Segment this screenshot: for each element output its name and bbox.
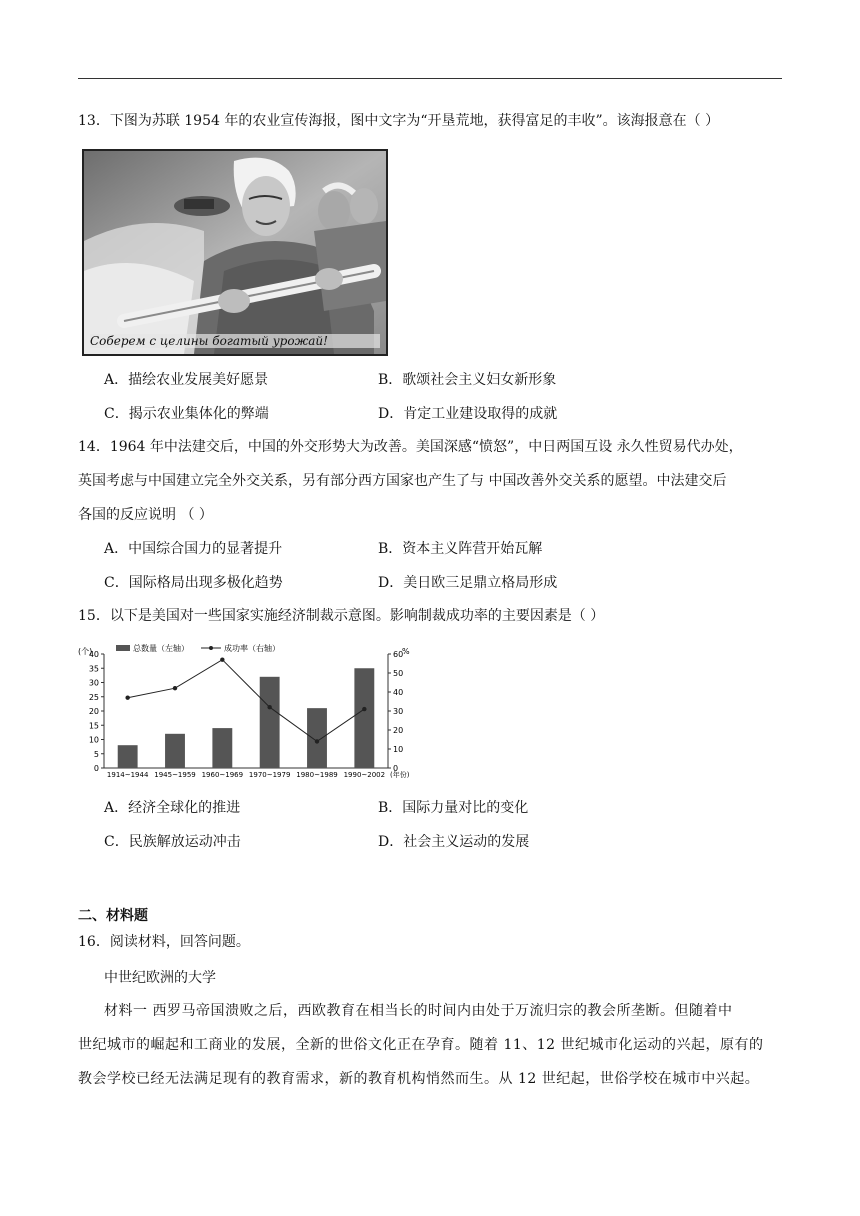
right-tick-label: 20 xyxy=(393,726,404,735)
q14-option-c: C．国际格局出现多极化趋势 xyxy=(104,575,283,591)
right-tick-label: 40 xyxy=(393,688,404,697)
q14-line-3: 各国的反应说明 （ ） xyxy=(78,507,213,523)
right-tick-label: 30 xyxy=(393,707,404,716)
bar xyxy=(118,745,138,768)
success-rate-line xyxy=(128,660,365,742)
q16-subtitle: 中世纪欧洲的大学 xyxy=(104,970,216,986)
category-label: 1914~1944 xyxy=(106,771,149,779)
poster-caption: Соберем с целины богатый урожай! xyxy=(90,334,380,348)
q15-option-d: D．社会主义运动的发展 xyxy=(378,834,530,850)
sanctions-chart xyxy=(76,642,436,782)
left-tick-label: 15 xyxy=(88,721,99,731)
right-tick-label: 60 xyxy=(393,650,404,659)
left-axis-unit: (个) xyxy=(78,647,93,656)
success-rate-point xyxy=(125,696,129,700)
left-tick-label: 5 xyxy=(93,749,99,759)
q16-paragraph-line-3: 教会学校已经无法满足现有的教育需求，新的教育机构悄然而生。从 12 世纪起，世俗学校在城市中兴起。 xyxy=(78,1071,760,1087)
bar xyxy=(354,668,374,768)
q13-option-b: B．歌颂社会主义妇女新形象 xyxy=(378,372,557,388)
success-rate-point xyxy=(220,658,224,662)
poster-image xyxy=(82,149,388,356)
right-tick-label: 0 xyxy=(393,764,399,773)
success-rate-point xyxy=(173,686,177,690)
success-rate-point xyxy=(362,707,366,711)
success-rate-point xyxy=(267,705,271,709)
q14-option-d: D．美日欧三足鼎立格局形成 xyxy=(378,575,558,591)
q15-option-b: B．国际力量对比的变化 xyxy=(378,800,529,816)
bar xyxy=(307,708,327,768)
q16-paragraph-line-2: 世纪城市的崛起和工商业的发展，全新的世俗文化正在孕育。随着 11、12 世纪城市化运动的兴起，原有的 xyxy=(78,1037,764,1053)
left-tick-label: 40 xyxy=(88,650,99,659)
q15-stem: 15．以下是美国对一些国家实施经济制裁示意图。影响制裁成功率的主要因素是（ ） xyxy=(78,608,605,624)
category-label: 1990~2002 xyxy=(343,771,386,779)
category-label: 1960~1969 xyxy=(201,771,244,779)
q13-option-d: D．肯定工业建设取得的成就 xyxy=(378,406,558,422)
q13-option-a: A．描绘农业发展美好愿景 xyxy=(104,372,269,388)
right-tick-label: 50 xyxy=(393,669,404,678)
left-tick-label: 0 xyxy=(93,764,99,773)
q14-option-b: B．资本主义阵营开始瓦解 xyxy=(378,541,543,557)
left-tick-label: 35 xyxy=(88,664,99,674)
header-rule xyxy=(78,78,782,79)
poster-illustration xyxy=(84,151,386,354)
right-axis-unit: % xyxy=(402,647,410,656)
q16-paragraph-line-1: 材料一 西罗马帝国溃败之后，西欧教育在相当长的时间内由处于万流归宗的教会所垄断。但随着中 xyxy=(104,1003,733,1019)
q14-line-1: 14．1964 年中法建交后，中国的外交形势大为改善。美国深感“愤怒”，中日两国互设 永久性贸易代办处， xyxy=(78,439,743,455)
category-label: 1970~1979 xyxy=(248,771,291,779)
q14-option-a: A．中国综合国力的显著提升 xyxy=(104,541,283,557)
q13-option-c: C．揭示农业集体化的弊端 xyxy=(104,406,269,422)
section-title: 二、材料题 xyxy=(78,908,148,924)
legend-line-label: 成功率（右轴） xyxy=(224,644,280,653)
category-label: 1980~1989 xyxy=(296,771,338,779)
left-tick-label: 10 xyxy=(88,735,99,745)
bar xyxy=(165,734,185,768)
bar xyxy=(260,677,280,768)
category-label: 1945~1959 xyxy=(154,771,196,779)
q13-stem: 13．下图为苏联 1954 年的农业宣传海报，图中文字为“开垦荒地，获得富足的丰收”。该海报意在（ ） xyxy=(78,113,720,129)
q16-stem: 16．阅读材料，回答问题。 xyxy=(78,934,250,950)
success-rate-point xyxy=(315,739,319,743)
right-tick-label: 10 xyxy=(393,745,404,754)
x-axis-unit: (年份) xyxy=(390,771,410,779)
legend-bar-swatch xyxy=(116,645,130,651)
q15-option-a: A．经济全球化的推进 xyxy=(104,800,241,816)
left-tick-label: 25 xyxy=(88,692,99,702)
legend-line-marker xyxy=(209,646,213,650)
q15-option-c: C．民族解放运动冲击 xyxy=(104,834,241,850)
left-tick-label: 30 xyxy=(88,678,99,688)
q14-line-2: 英国考虑与中国建立完全外交关系，另有部分西方国家也产生了与 中国改善外交关系的愿望。中法建交后 xyxy=(78,473,727,489)
legend-bar-label: 总数量（左轴） xyxy=(133,644,189,653)
bar xyxy=(212,728,232,768)
left-tick-label: 20 xyxy=(88,707,99,716)
